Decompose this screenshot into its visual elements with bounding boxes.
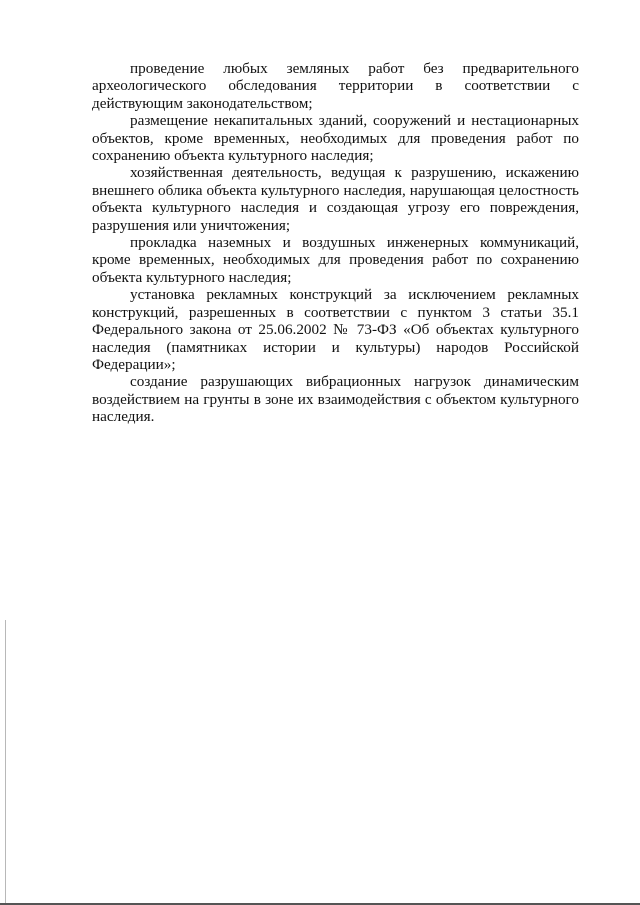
paragraph-utility-lines: прокладка наземных и воздушных инженерных коммуникаций, кроме временных, необходимых для проведения работ по сохранению объекта культурного наследия; [92,234,579,286]
paragraph-nonpermanent-buildings: размещение некапитальных зданий, сооружений и нестационарных объектов, кроме временных, необходимых для проведения работ по сохранению объекта культурного наследия; [92,112,579,165]
document-body [92,60,579,426]
scan-edge-left [5,620,6,905]
paragraph-vibration-loads: создание разрушающих вибрационных нагрузок динамическим воздействием на грунты в зоне их взаимодействия с объектом культурного наследия. [92,373,579,426]
paragraph-economic-activity: хозяйственная деятельность, ведущая к разрушению, искажению внешнего облика объекта культурного наследия, нарушающая целостность объекта культурного наследия и создающая угрозу его повреждения, разрушения или уничтожения; [92,164,579,234]
paragraph-earthworks: проведение любых земляных работ без предварительного археологического обследования территории в соответствии с действующим законодательством; [92,60,579,112]
paragraph-advertising-structures: установка рекламных конструкций за исключением рекламных конструкций, разрешенных в соответствии с пунктом 3 статьи 35.1 Федерального закона от 25.06.2002 № 73-ФЗ «Об объектах культурного наследия (памятниках истории и культуры) народов Российской Федерации»; [92,286,579,373]
